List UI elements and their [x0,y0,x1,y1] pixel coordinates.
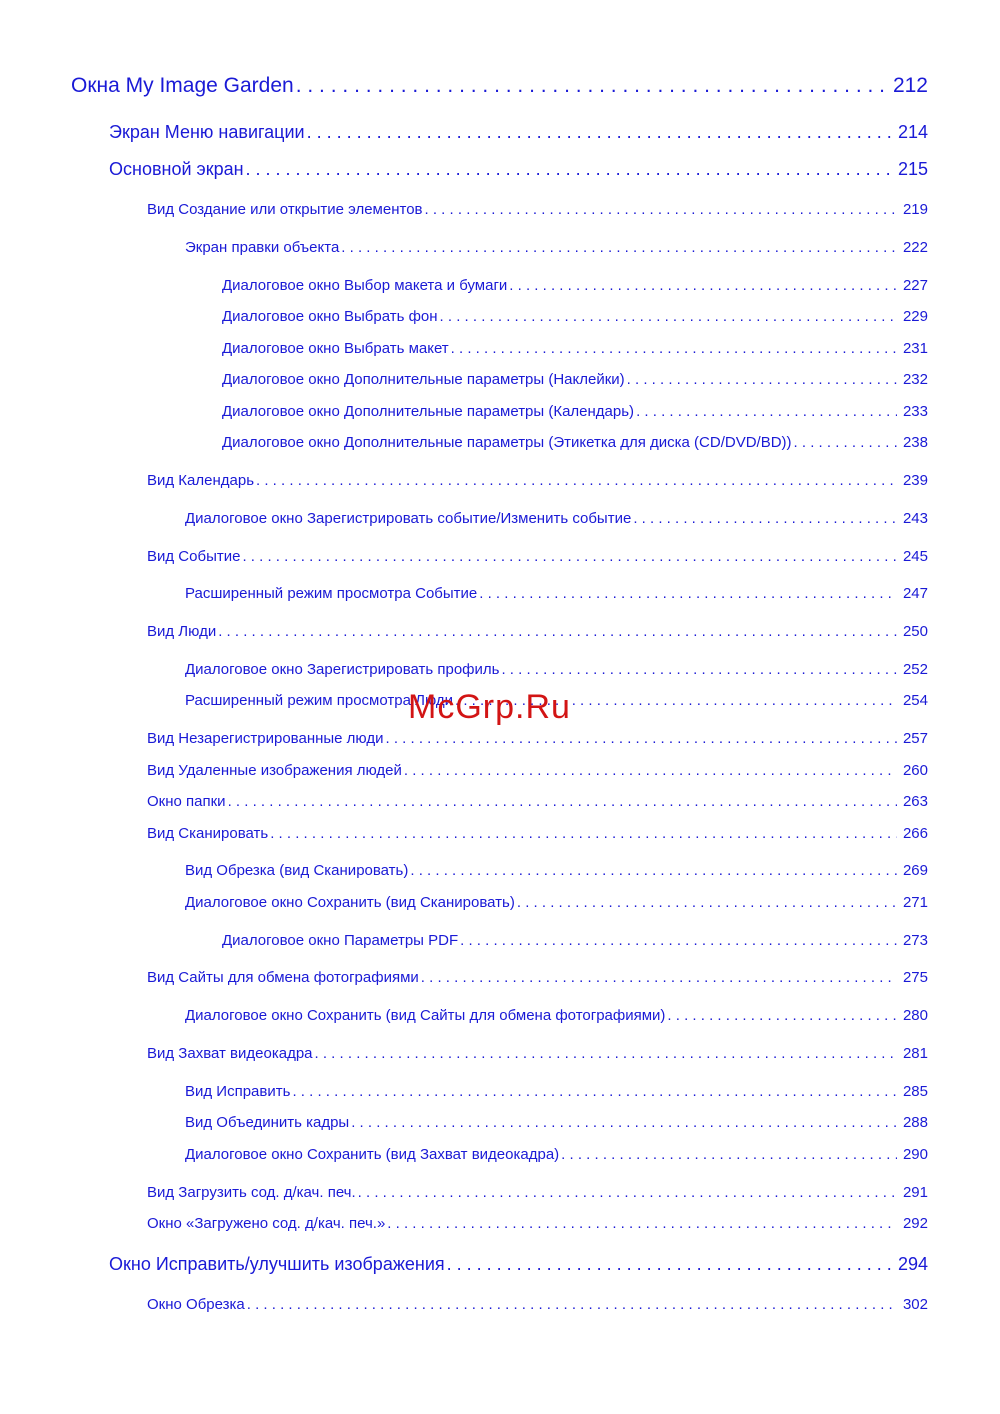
toc-entry-page: 233 [902,403,928,420]
toc-entry-title: Окно «Загружено сод. д/кач. печ.» [147,1215,386,1232]
toc-entry-title: Окна My Image Garden [71,74,294,97]
toc-entry-page: 252 [902,661,928,678]
toc-entry[interactable] [185,862,928,879]
toc-entry-page: 257 [902,730,928,747]
dot-leader [425,201,897,218]
toc-entry[interactable] [147,623,928,640]
toc-entry-title: Окно Обрезка [147,1296,245,1313]
dot-leader [387,1215,897,1232]
dot-leader [479,585,897,602]
toc-entry[interactable] [185,894,928,911]
dot-leader [341,239,897,256]
toc-entry-title: Вид Удаленные изображения людей [147,762,402,779]
dot-leader [270,825,897,842]
toc-entry-title: Вид Захват видеокадра [147,1045,313,1062]
toc-entry-title: Вид Обрезка (вид Сканировать) [185,862,409,879]
dot-leader [451,340,897,357]
dot-leader [636,403,897,420]
toc-entry-title: Вид Загрузить сод. д/кач. печ. [147,1184,356,1201]
toc-entry-page: 212 [892,74,928,97]
dot-leader [509,277,897,294]
toc-entry-page: 302 [902,1296,928,1313]
dot-leader [667,1007,897,1024]
toc-entry-title: Основной экран [109,159,244,179]
toc-entry-title: Диалоговое окно Выбрать макет [222,340,449,357]
toc-entry-title: Вид Сайты для обмена фотографиями [147,969,419,986]
toc-entry-page: 288 [902,1114,928,1131]
toc-entry[interactable] [147,793,928,810]
toc-entry-page: 250 [902,623,928,640]
dot-leader [404,762,897,779]
toc-entry-title: Диалоговое окно Сохранить (вид Сайты для обмена фотографиями) [185,1007,666,1024]
toc-entry-page: 238 [902,434,928,451]
toc-entry[interactable] [222,932,928,949]
toc-entry[interactable] [222,277,928,294]
toc-entry-page: 275 [902,969,928,986]
toc-entry-title: Диалоговое окно Параметры PDF [222,932,459,949]
dot-leader [385,730,896,747]
toc-entry-title: Вид Исправить [185,1083,291,1100]
toc-entry-title: Экран правки объекта [185,239,340,256]
dot-leader [633,510,897,527]
toc-entry[interactable] [185,1146,928,1163]
toc-entry-page: 281 [902,1045,928,1062]
dot-leader [421,969,897,986]
toc-entry-page: 229 [902,308,928,325]
toc-entry-title: Экран Меню навигации [109,122,305,142]
toc-entry-page: 271 [902,894,928,911]
toc-entry[interactable] [147,1045,928,1062]
toc-entry[interactable] [222,371,928,388]
toc-entry-page: 266 [902,825,928,842]
toc-entry-title: Вид Объединить кадры [185,1114,350,1131]
toc-entry[interactable] [109,1254,928,1275]
toc-entry-page: 231 [902,340,928,357]
toc-entry-title: Диалоговое окно Сохранить (вид Сканировать) [185,894,515,911]
dot-leader [447,1254,892,1275]
toc-entry[interactable] [147,730,928,747]
toc-entry[interactable] [147,1184,928,1201]
toc-entry[interactable] [147,548,928,565]
dot-leader [351,1114,897,1131]
toc-entry-title: Диалоговое окно Выбрать фон [222,308,438,325]
dot-leader [315,1045,897,1062]
toc-entry-title: Вид Сканировать [147,825,269,842]
toc-entry-title: Диалоговое окно Зарегистрировать событие/Изменить событие [185,510,632,527]
toc-entry-page: 254 [902,692,928,709]
toc-entry[interactable] [222,434,928,451]
toc-entry-page: 290 [902,1146,928,1163]
toc-entry[interactable] [147,1296,928,1313]
toc-entry[interactable] [147,969,928,986]
toc-entry[interactable] [185,1007,928,1024]
toc-entry-page: 260 [902,762,928,779]
toc-entry[interactable] [147,472,928,489]
toc-entry-page: 285 [902,1083,928,1100]
toc-entry-page: 273 [902,932,928,949]
dot-leader [517,894,897,911]
toc-entry-title: Окно Исправить/улучшить изображения [109,1254,445,1274]
dot-leader [561,1146,897,1163]
toc-entry[interactable] [185,585,928,602]
toc-entry[interactable] [185,1083,928,1100]
toc-entry-page: 294 [897,1254,928,1274]
dot-leader [292,1083,897,1100]
dot-leader [440,308,897,325]
toc-entry-title: Расширенный режим просмотра Событие [185,585,478,602]
toc-entry[interactable] [147,1215,928,1232]
toc-entry-title: Диалоговое окно Дополнительные параметры (Наклейки) [222,371,625,388]
toc-entry[interactable] [147,825,928,842]
dot-leader [501,661,897,678]
toc-entry-title: Вид Создание или открытие элементов [147,201,423,218]
dot-leader [358,1184,897,1201]
dot-leader [307,122,892,143]
toc-entry[interactable] [109,159,928,180]
dot-leader [218,623,897,640]
toc-entry-page: 291 [902,1184,928,1201]
toc-entry-page: 280 [902,1007,928,1024]
toc-entry[interactable] [185,1114,928,1131]
dot-leader [242,548,897,565]
toc-entry-page: 245 [902,548,928,565]
toc-entry-page: 269 [902,862,928,879]
watermark: McGrp.Ru [408,688,571,726]
toc-entry[interactable] [185,239,928,256]
toc-entry[interactable] [147,762,928,779]
dot-leader [246,159,892,180]
toc-entry-page: 215 [897,159,928,179]
dot-leader [794,434,897,451]
toc-entry-page: 214 [897,122,928,142]
toc-entry-page: 263 [902,793,928,810]
toc-entry-title: Вид Люди [147,623,217,640]
toc-entry[interactable] [185,510,928,527]
toc-entry-page: 292 [902,1215,928,1232]
toc-entry[interactable] [222,308,928,325]
toc-entry-title: Диалоговое окно Зарегистрировать профиль [185,661,500,678]
dot-leader [296,74,887,98]
toc-entry-title: Диалоговое окно Дополнительные параметры (Этикетка для диска (CD/DVD/BD)) [222,434,792,451]
toc-entry-title: Диалоговое окно Выбор макета и бумаги [222,277,508,294]
toc-entry-page: 247 [902,585,928,602]
toc-entry-title: Диалоговое окно Сохранить (вид Захват видеокадра) [185,1146,560,1163]
toc-entry-title: Вид Календарь [147,472,255,489]
dot-leader [256,472,897,489]
toc-entry[interactable] [222,340,928,357]
toc-entry[interactable] [147,201,928,218]
toc-entry-page: 243 [902,510,928,527]
dot-leader [460,932,897,949]
toc-entry-title: Вид Незарегистрированные люди [147,730,384,747]
toc-entry-page: 232 [902,371,928,388]
toc-entry-page: 227 [902,277,928,294]
toc-entry[interactable] [71,74,928,98]
toc-entry-title: Окно папки [147,793,226,810]
toc-entry-title: Диалоговое окно Дополнительные параметры (Календарь) [222,403,635,420]
dot-leader [410,862,897,879]
toc-entry[interactable] [109,122,928,143]
toc-entry-title: Расширенный режим просмотра Люди [185,692,454,709]
toc-entry[interactable] [222,403,928,420]
toc-entry-page: 219 [902,201,928,218]
toc-entry-page: 239 [902,472,928,489]
dot-leader [228,793,897,810]
dot-leader [627,371,897,388]
toc-entry-title: Вид Событие [147,548,241,565]
toc-entry-page: 222 [902,239,928,256]
dot-leader [247,1296,897,1313]
toc-entry[interactable] [185,661,928,678]
